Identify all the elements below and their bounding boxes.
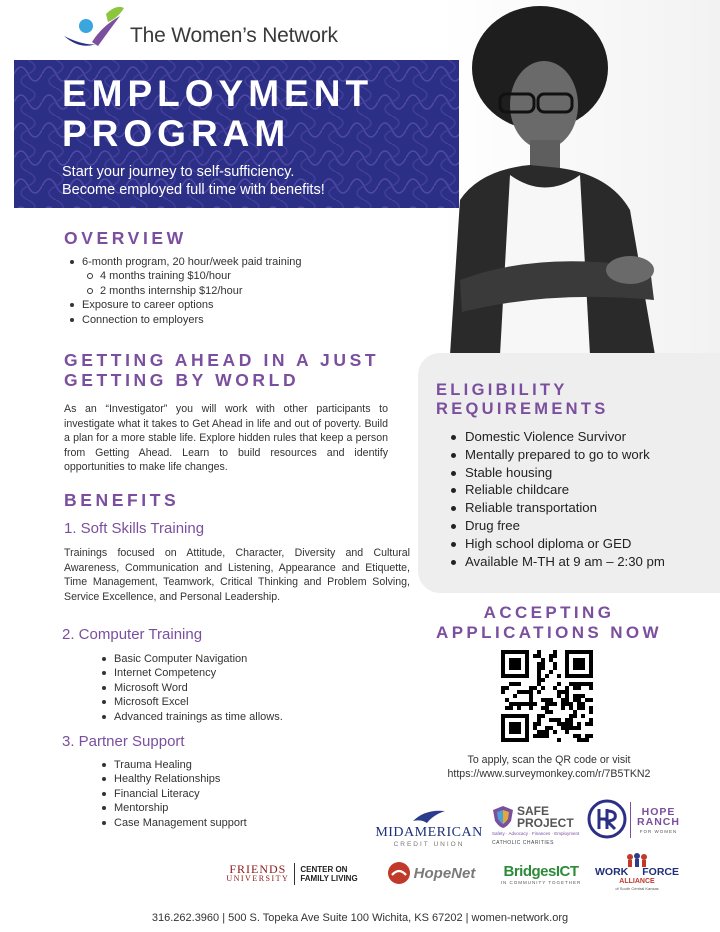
eligibility-heading-line2: REQUIREMENTS: [436, 400, 609, 418]
eligibility-item: High school diploma or GED: [448, 535, 718, 553]
getting-ahead-heading-line2: GETTING BY WORLD: [64, 370, 300, 390]
overview-item: 4 months training $10/hour: [66, 269, 396, 283]
overview-item: 2 months internship $12/hour: [66, 284, 396, 298]
workforce-people-icon: [622, 853, 652, 867]
eligibility-item: Stable housing: [448, 464, 718, 482]
safe-project-logo: [492, 800, 580, 850]
center-line1: CENTER ON: [300, 865, 348, 874]
workforce-sub: of South Central Kansas: [615, 886, 659, 891]
overview-item: Connection to employers: [66, 313, 396, 327]
midamerican-logo: [375, 806, 483, 850]
center-line2: FAMILY LIVING: [300, 874, 358, 883]
apply-instructions-text: To apply, scan the QR code or visit: [467, 754, 631, 766]
eligibility-item: Mentally prepared to go to work: [448, 446, 718, 464]
eligibility-item: Reliable childcare: [448, 481, 718, 499]
brand-mark-icon: [62, 6, 124, 52]
hopenet-icon: [387, 861, 411, 885]
benefits-heading: BENEFITS: [64, 490, 180, 510]
eligibility-heading-line1: ELIGIBILITY: [436, 381, 568, 399]
hope-ranch-mark: [586, 798, 628, 840]
footer-contact: 316.262.3960 | 500 S. Topeka Ave Suite 100 Wichita, KS 67202 | women-network.org: [151, 912, 569, 924]
partner-support-list: [98, 758, 338, 830]
partner-support-item: Healthy Relationships: [98, 772, 338, 786]
eligibility-item: Drug free: [448, 517, 718, 535]
hero-title-line1: EMPLOYMENT: [62, 73, 374, 114]
apply-instructions: [410, 753, 688, 781]
woman-portrait-photo: [440, 0, 720, 355]
hope-ranch-logo: [630, 802, 686, 838]
eagle-icon: [411, 809, 447, 825]
overview-heading: OVERVIEW: [64, 228, 187, 248]
brand-name: The Women’s Network: [130, 24, 338, 47]
eligibility-heading: [436, 381, 609, 419]
friends-line2: UNIVERSITY: [226, 874, 290, 883]
workforce-line2: FORCE: [642, 866, 679, 878]
workforce-line3: ALLIANCE: [619, 878, 655, 885]
hero-banner: [14, 60, 459, 208]
eligibility-list: [448, 428, 718, 570]
safe-line1: SAFE: [517, 803, 550, 818]
computer-training-item: Internet Competency: [98, 666, 338, 680]
overview-item: 6-month program, 20 hour/week paid training: [66, 255, 396, 269]
computer-training-item: Microsoft Word: [98, 681, 338, 695]
computer-training-item: Microsoft Excel: [98, 695, 338, 709]
hero-title-line2: PROGRAM: [62, 113, 291, 154]
hopenet-name: HopeNet: [413, 864, 476, 882]
apply-url-link[interactable]: https://www.surveymonkey.com/r/7B5TKN2: [447, 768, 651, 780]
hopenet-logo: [383, 858, 479, 888]
accepting-heading: [418, 603, 680, 643]
getting-ahead-heading-line1: GETTING AHEAD IN A JUST: [64, 350, 380, 370]
overview-list: [66, 255, 396, 327]
hope-ranch-sub: FOR WOMEN: [639, 828, 678, 834]
soft-skills-body: Trainings focused on Attitude, Character, Diversity and Cultural Awareness, Communication and Listening, Appearance and Etiquette, Time Management, Teamwork, Critical Thinking and Problem Solving, Service Excellence, and Personal Leadership.: [64, 547, 410, 603]
safe-line2: PROJECT: [517, 815, 574, 830]
friends-line1: FRIENDS: [229, 862, 287, 876]
accepting-heading-line1: ACCEPTING: [483, 603, 615, 622]
partner-support-title: 3. Partner Support: [62, 733, 185, 750]
application-qr-code[interactable]: [501, 650, 593, 742]
overview-item: Exposure to career options: [66, 298, 396, 312]
partner-support-item: Case Management support: [98, 816, 338, 830]
computer-training-title: 2. Computer Training: [62, 626, 203, 643]
computer-training-item: Basic Computer Navigation: [98, 652, 338, 666]
safe-tagline: Safety · Advocacy · Finances · Employment: [492, 830, 580, 836]
bridges-name: BridgesICT: [503, 863, 579, 880]
safe-catholic: CATHOLIC CHARITIES: [492, 839, 554, 846]
shield-icon: [492, 805, 514, 829]
getting-ahead-body: As an “Investigator” you will work with other participants to investigate what it takes to Get Ahead in life and out of poverty. Build a plan for a more stable life. Explore hidden rules that keep a person from Getting Ahead. Learn to build resources and identify opportunities to make life changes.: [64, 403, 388, 473]
bridges-sub: IN COMMUNITY TOGETHER: [500, 880, 582, 885]
eligibility-item: Domestic Violence Survivor: [448, 428, 718, 446]
hope-ranch-line1: HOPE: [641, 805, 676, 818]
accepting-heading-line2: APPLICATIONS NOW: [436, 623, 662, 642]
getting-ahead-heading: [64, 350, 379, 390]
hope-ranch-line2: RANCH: [637, 815, 680, 828]
computer-training-list: [98, 652, 338, 724]
partner-support-item: Trauma Healing: [98, 758, 338, 772]
eligibility-item: Reliable transportation: [448, 499, 718, 517]
brand-logo: [62, 6, 338, 52]
eligibility-item: Available M-TH at 9 am – 2:30 pm: [448, 553, 718, 571]
partner-support-item: Mentorship: [98, 801, 338, 815]
hero-subtitle-line1: Start your journey to self-sufficiency.: [62, 164, 295, 180]
partner-support-item: Financial Literacy: [98, 787, 338, 801]
hope-ranch-icon: [587, 799, 627, 839]
workforce-alliance-logo: [594, 850, 680, 894]
soft-skills-title: 1. Soft Skills Training: [64, 520, 205, 537]
bridges-ict-logo: [498, 858, 584, 890]
midamerican-sub: CREDIT UNION: [393, 840, 465, 848]
hero-subtitle-line2: Become employed full time with benefits!: [62, 182, 325, 198]
workforce-line1: WORK: [595, 866, 629, 878]
midamerican-name: MIDAMERICAN: [375, 824, 483, 840]
computer-training-item: Advanced trainings as time allows.: [98, 710, 338, 724]
friends-university-logo: [222, 860, 362, 888]
